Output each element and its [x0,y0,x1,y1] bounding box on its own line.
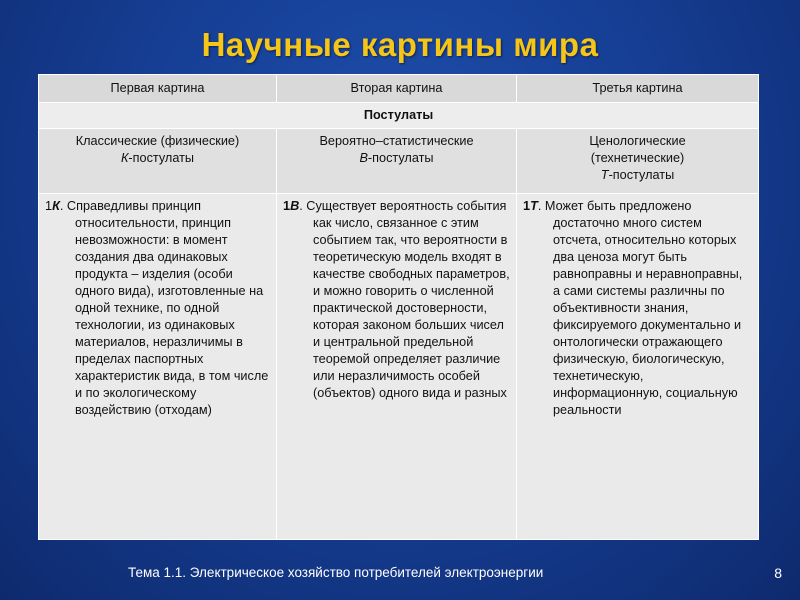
postulate-cell [517,194,759,540]
footer-topic: Тема 1.1. Электрическое хозяйство потребителей электроэнергии [128,565,544,580]
category-name: Классические (физические) [75,134,240,148]
header-cell: Вторая картина [277,75,517,103]
category-type: Т-постулаты [600,168,675,182]
postulate-text: 1В. Существует вероятность события как число, связанное с этим событием так, что вероятности в теоретическую модель входят в качестве свободных параметров, и можно говорить о численной практической достоверности, которая законом больших чисел и центральной предельной теоремой определяет различие или неразличимость особей (объектов) одного вида и разных [283,199,510,400]
header-cell: Первая картина [39,75,277,103]
postulate-cell [39,194,277,540]
slide-title: Научные картины мира [201,26,599,63]
header-cell: Третья картина [517,75,759,103]
category-subname: (технетические) [590,151,685,165]
category-cell [277,129,517,194]
page-number: 8 [774,565,782,581]
category-name: Вероятно–статистические [319,134,474,148]
category-cell [517,129,759,194]
category-type: К-постулаты [120,151,195,165]
section-row [39,103,759,129]
section-label: Постулаты [39,103,759,129]
category-name: Ценологические [589,134,686,148]
postulates-table [38,74,759,540]
table-header-row [39,75,759,103]
postulate-text: 1Т. Может быть предложено достаточно много систем отсчета, относительно которых два ценоза могут быть равноправны и неравноправны, а сами системы различны по объективности знания, фиксируемого документально и онтологически отражающего физическую, биологическую, технетическую, информационную, социальную реальности [523,199,743,417]
postulate-row [39,194,759,540]
postulate-cell [277,194,517,540]
category-cell [39,129,277,194]
category-type: В-постулаты [359,151,434,165]
postulate-text: 1К. Справедливы принцип относительности, принцип невозможности: в момент создания два одинаковых продукта – изделия (особи одного вида), изготовленные на одной технике, по одной технологии, из одинаковых материалов, неразличимы в пределах паспортных характеристик вида, в том числе и по экологическому воздействию (отходам) [45,199,269,417]
category-row [39,129,759,194]
